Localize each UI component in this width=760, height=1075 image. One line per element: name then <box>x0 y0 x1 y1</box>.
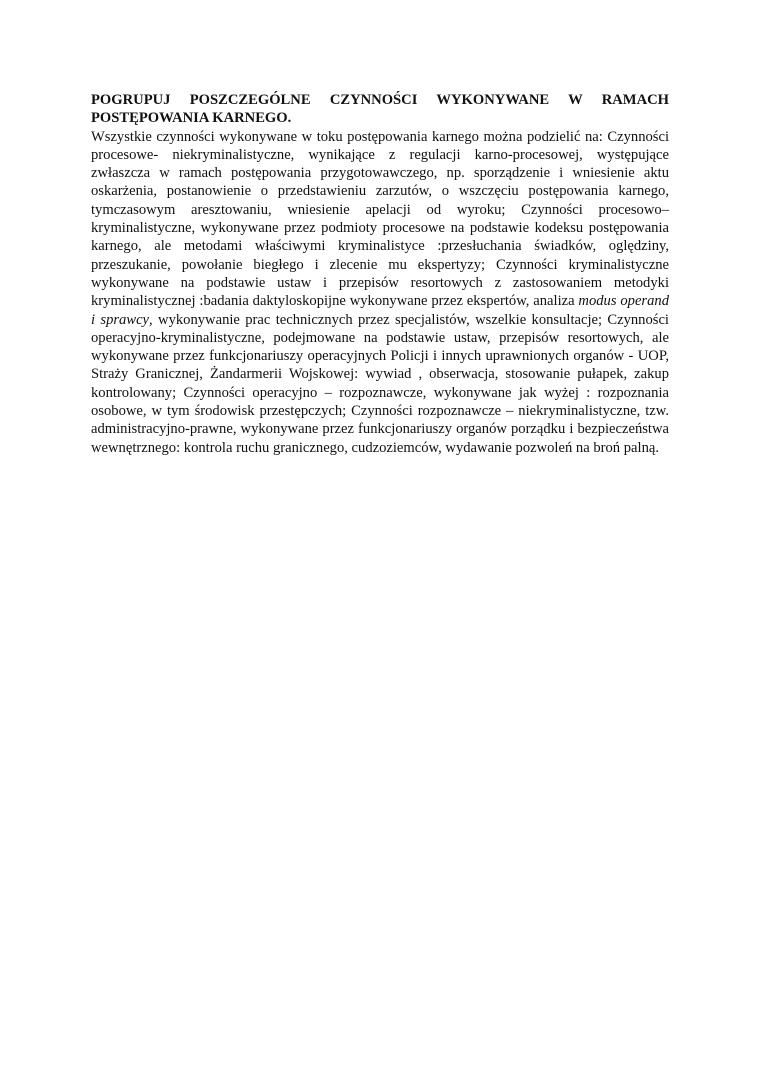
paragraph-text-part-1: Wszystkie czynności wykonywane w toku postępowania karnego można podzielić na: Czynności procesowe- niekryminalistyczne, wynikające z regulacji karno-procesowej, występujące zwłaszcza w ramach postępowania przygotowawczego, np. sporządzenie i wniesienie aktu oskarżenia, postanowienie o przedstawieniu zarzutów, o wszczęciu postępowania karnego, tymczasowym aresztowaniu, wniesienie apelacji od wyroku; Czynności procesowo–kryminalistyczne, wykonywane przez podmioty procesowe na podstawie kodeksu postępowania karnego, ale metodami właściwymi kryminalistyce :przesłuchania świadków, oględziny, przeszukanie, powołanie biegłego i zlecenie mu ekspertyzy; Czynności kryminalistyczne wykonywane na podstawie ustaw i przepisów resortowych z zastosowaniem metodyki kryminalistycznej :badania daktyloskopijne wykonywane przez ekspertów, analiza <box>91 128 669 310</box>
paragraph-text-part-2: , wykonywanie prac technicznych przez specjalistów, wszelkie konsultacje; Czynności operacyjno-kryminalistyczne, podejmowane na podstawie ustaw, przepisów resortowych, ale wykonywane przez funkcjonariuszy operacyjnych Policji i innych uprawnionych organów - UOP, Straży Granicznej, Żandarmerii Wojskowej: wywiad , obserwacja, stosowanie pułapek, zakup kontrolowany; Czynności operacyjno – rozpoznawcze, wykonywane jak wyżej : rozpoznania osobowe, w tym środowisk przestępczych; Czynności rozpoznawcze – niekryminalistyczne, tzw. administracyjno-prawne, wykonywane przez funkcjonariuszy organów porządku i bezpieczeństwa wewnętrznego: kontrola ruchu granicznego, cudzoziemców, wydawanie pozwoleń na broń palną. <box>91 311 669 456</box>
document-paragraph <box>91 128 669 457</box>
document-content <box>91 91 669 457</box>
document-title: POGRUPUJ POSZCZEGÓLNE CZYNNOŚCI WYKONYWANE W RAMACH POSTĘPOWANIA KARNEGO. <box>91 92 669 127</box>
paragraph-italic-phrase: modus operand i sprawcy <box>91 293 670 328</box>
